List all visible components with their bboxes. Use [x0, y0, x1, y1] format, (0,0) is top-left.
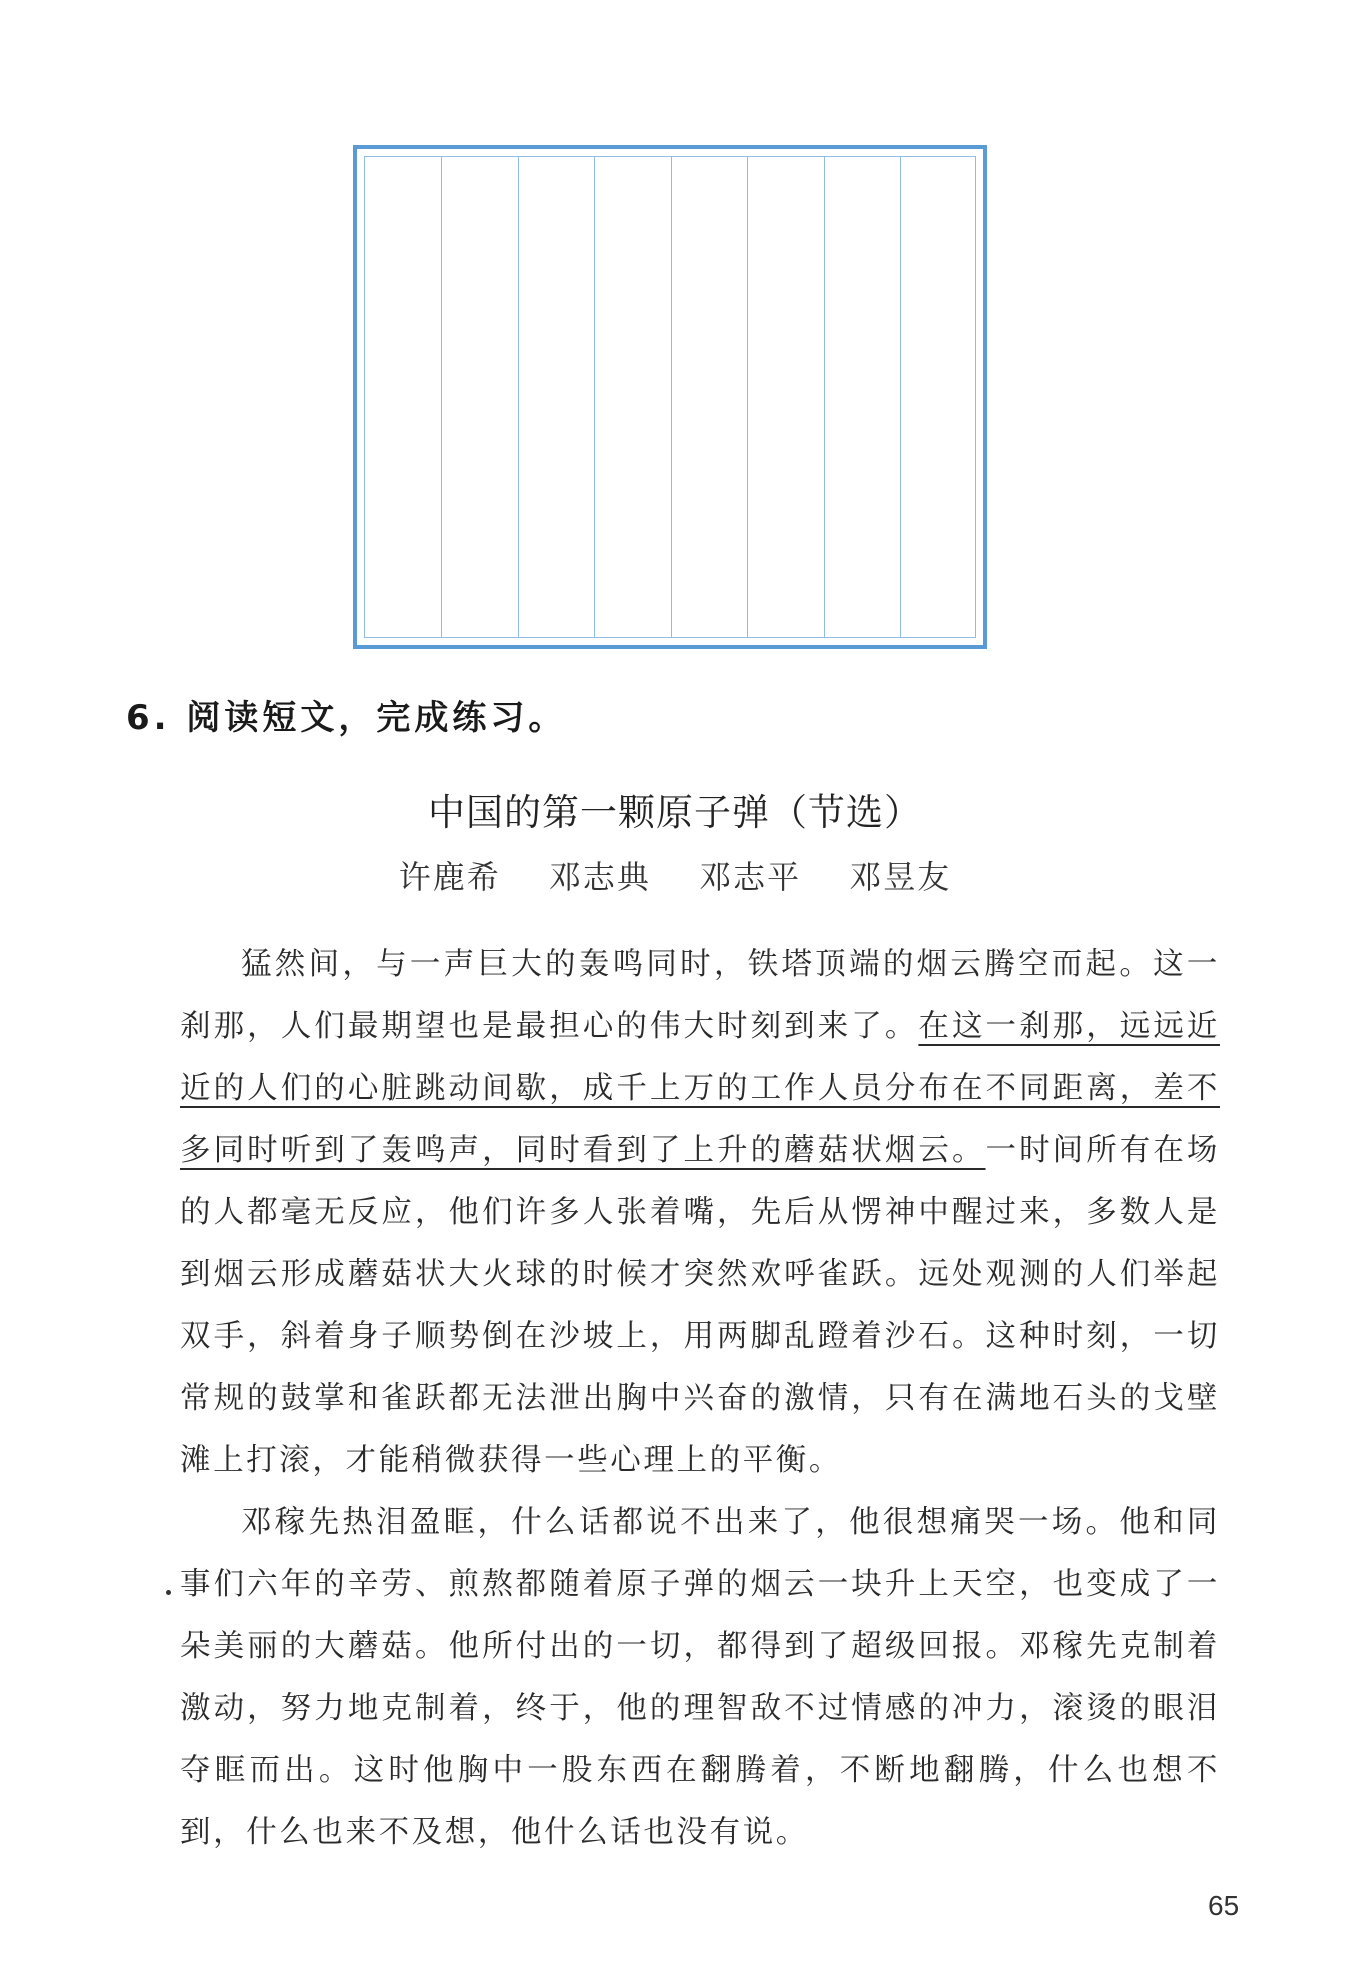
grid-column-line	[824, 157, 825, 637]
grid-column-line	[671, 157, 672, 637]
page-number: 65	[1208, 1890, 1240, 1921]
dot-mark	[166, 1590, 171, 1595]
article-title: 中国的第一颗原子弹（节选）	[428, 791, 922, 834]
paragraph	[180, 934, 1220, 1492]
writing-grid[interactable]	[353, 145, 987, 649]
question-heading: 6. 阅读短文，完成练习。	[126, 698, 567, 738]
article-body	[180, 934, 1220, 1864]
grid-column-line	[594, 157, 595, 637]
author: 邓志典	[548, 858, 651, 896]
writing-grid-inner	[364, 156, 976, 638]
paragraph-text: 猛然间，与一声巨大的轰鸣同时，铁塔顶端的烟云腾空而起。这一刹那，人们最期望也是最担心的伟大时刻到来了。	[180, 947, 1220, 1044]
paragraph-text: 一时间所有在场的人都毫无反应，他们许多人张着嘴，先后从愣神中醒过来，多数人是到烟云形成蘑菇状大火球的时候才突然欢呼雀跃。远处观测的人们举起双手，斜着身子顺势倒在沙坡上，用两脚乱蹬着沙石。这种时刻，一切常规的鼓掌和雀跃都无法泄出胸中兴奋的激情，只有在满地石头的戈壁滩上打滚，才能稍微获得一些心理上的平衡。	[180, 1133, 1220, 1478]
paragraph: 邓稼先热泪盈眶，什么话都说不出来了，他很想痛哭一场。他和同事们六年的辛劳、煎熬都随着原子弹的烟云一块升上天空，也变成了一朵美丽的大蘑菇。他所付出的一切，都得到了超级回报。邓稼先克制着激动，努力地克制着，终于，他的理智敌不过情感的冲力，滚烫的眼泪夺眶而出。这时他胸中一股东西在翻腾着，不断地翻腾，什么也想不到，什么也来不及想，他什么话也没有说。	[180, 1505, 1220, 1850]
grid-column-line	[518, 157, 519, 637]
grid-column-line	[747, 157, 748, 637]
author: 许鹿希	[398, 858, 501, 896]
author: 邓志平	[699, 858, 802, 896]
underlined-sentence: 在这一刹那，远远近近的人们的心脏跳动间歇，成千上万的工作人员分布在不同距离，差不多同时听到了轰鸣声，同时看到了上升的蘑菇状烟云。	[180, 1009, 1220, 1168]
grid-column-line	[900, 157, 901, 637]
grid-column-line	[441, 157, 442, 637]
article-authors	[0, 852, 1350, 898]
author: 邓昱友	[849, 858, 952, 896]
